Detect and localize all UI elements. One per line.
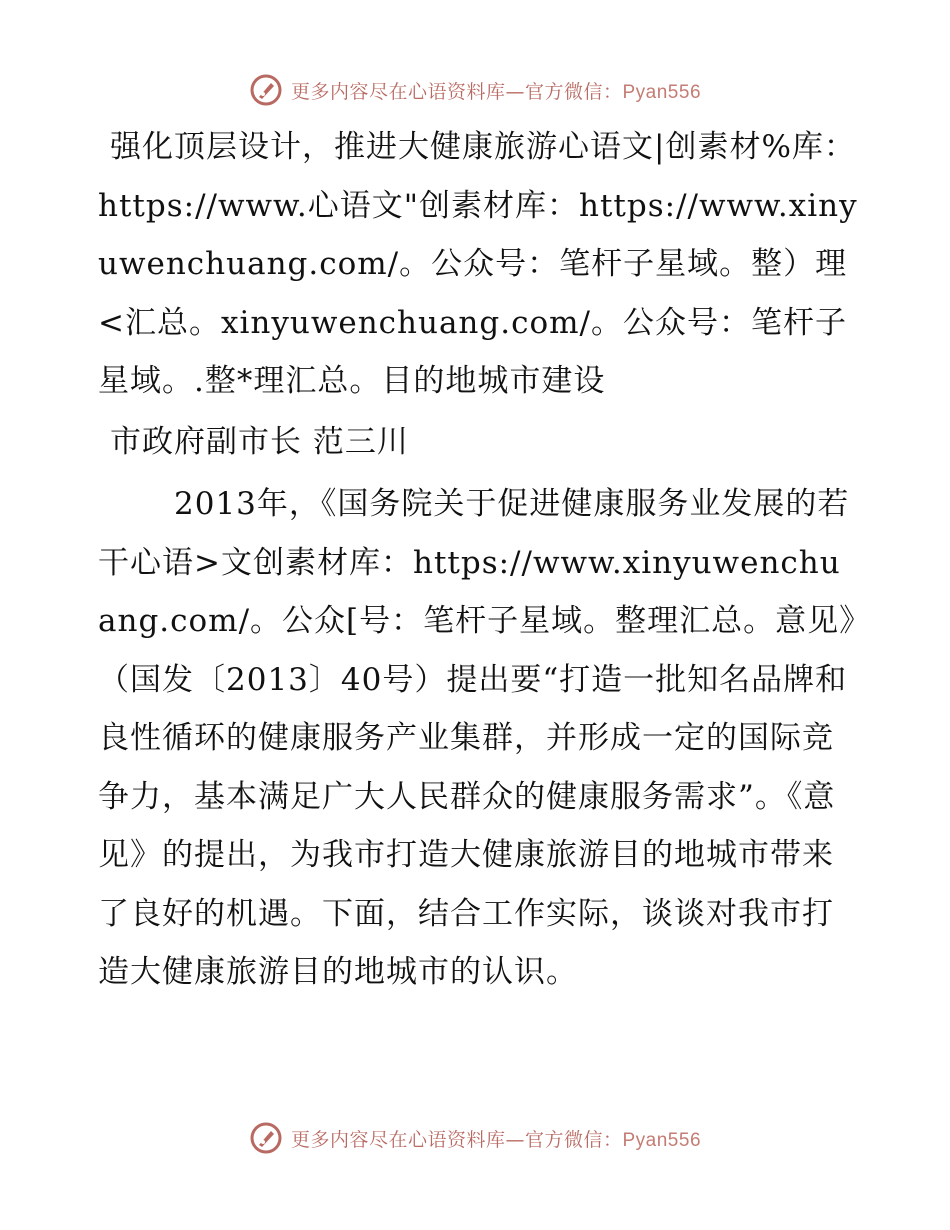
footer-banner-label: 更多内容尽在心语资料库—官方微信： — [290, 1128, 623, 1151]
header-banner-label: 更多内容尽在心语资料库—官方微信： — [290, 80, 623, 103]
footer-banner-text — [291, 1125, 701, 1152]
footer-banner — [0, 1118, 950, 1158]
document-paragraph-1: 2013年，《国务院关于促进健康服务业发展的若干心语>文创素材库：https://www.xinyuwenchuang.com/。公众[号：笔杆子星域。整理汇总。意见》（国发〔2013〕40号）提出要“打造一批知名品牌和良性循环的健康服务产业集群，并形成一定的国际竞争力，基本满足广大人民群众的健康服务需求”。《意见》的提出，为我市打造大健康旅游目的地城市带来了良好的机遇。下面，结合工作实际，谈谈对我市打造大健康旅游目的地城市的认识。 — [98, 486, 856, 990]
pen-nib-logo-icon — [249, 1121, 283, 1155]
header-banner — [0, 70, 950, 110]
header-wechat-id: Pyan556 — [622, 81, 702, 103]
document-author: 市政府副市长 范三川 — [110, 423, 409, 460]
document-body — [98, 118, 858, 1002]
footer-wechat-id: Pyan556 — [622, 1129, 702, 1151]
document-title: 强化顶层设计，推进大健康旅游心语文|创素材%库：https://www.心语文"创素材库：https://www.xinyuwenchuang.com/。公众号：笔杆子星域。整）理<汇总。xinyuwenchuang.com/。公众号：笔杆子星域。.整*理汇总。目的地城市建设 — [98, 129, 858, 399]
pen-nib-logo-icon — [249, 73, 283, 107]
header-banner-text — [291, 77, 701, 104]
